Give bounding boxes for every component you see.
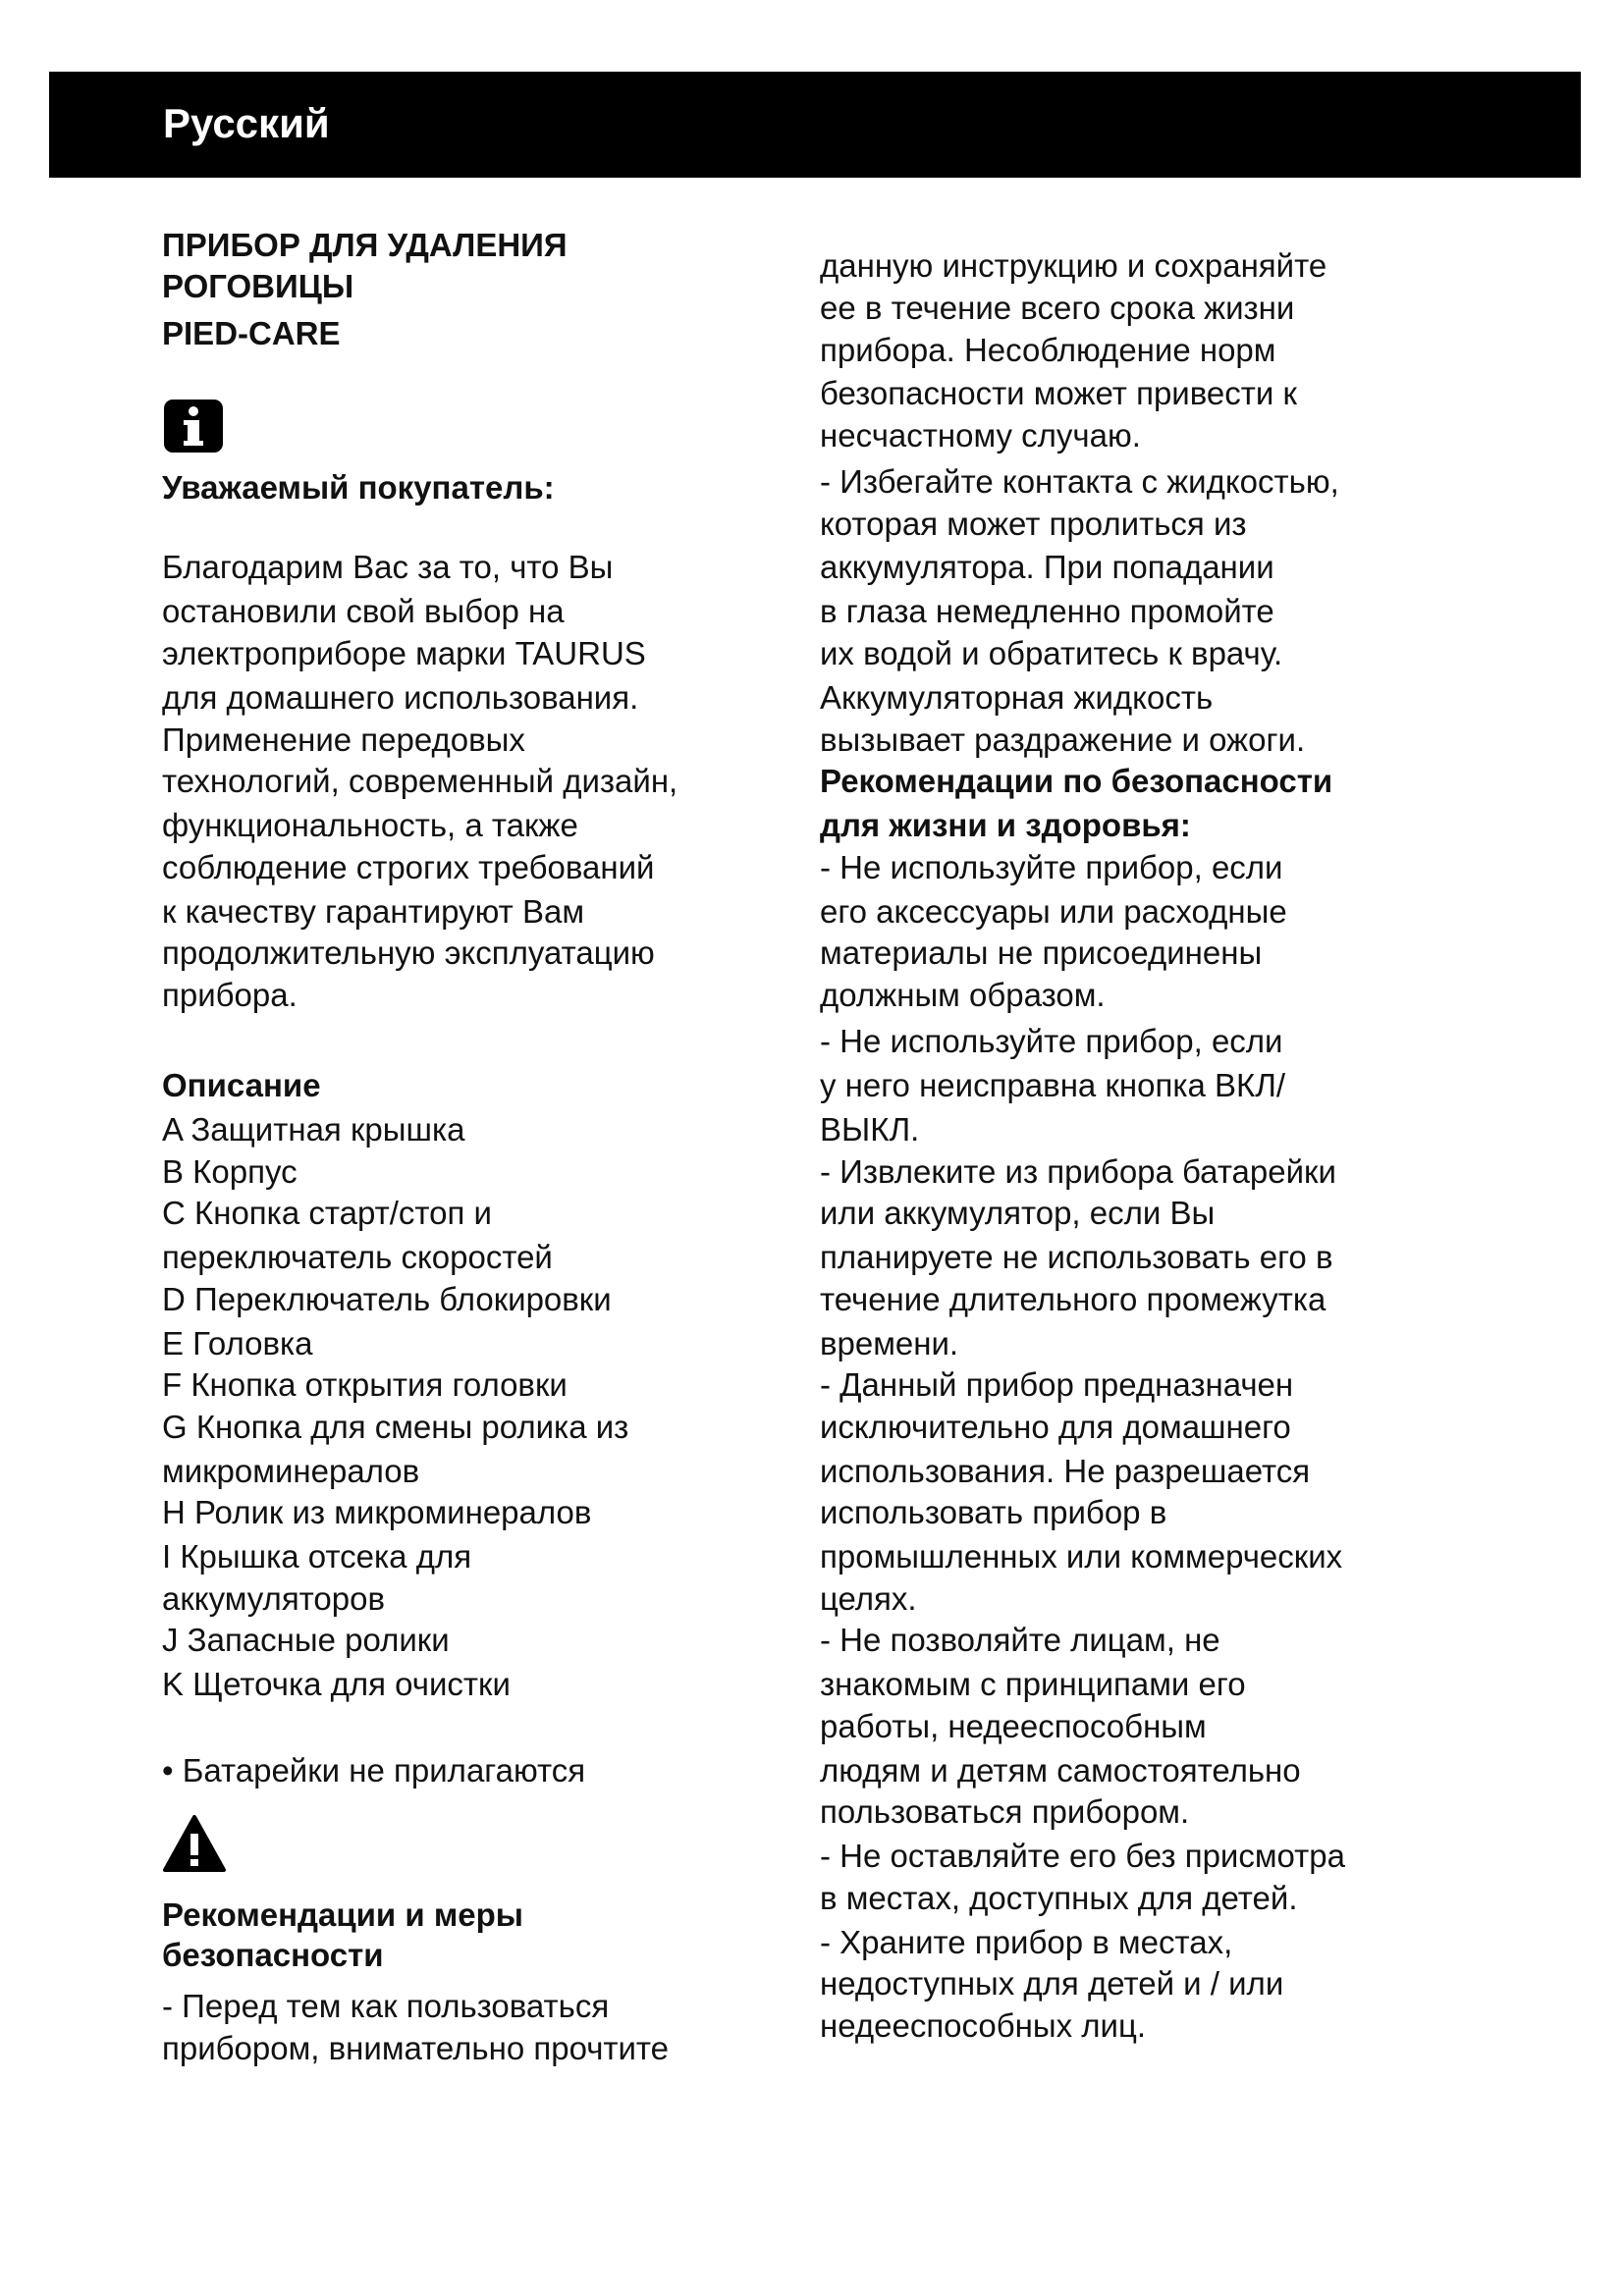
description-item: J Запасные ролики bbox=[162, 1622, 450, 1658]
intro-line: остановили свой выбор на bbox=[162, 593, 565, 629]
product-title-line: РОГОВИЦЫ bbox=[162, 268, 354, 304]
safety-text-line: планируете не использовать его в bbox=[820, 1239, 1333, 1275]
safety-text-line: исключительно для домашнего bbox=[820, 1409, 1291, 1445]
safety-heading: безопасности bbox=[162, 1937, 384, 1973]
health-safety-heading: для жизни и здоровья: bbox=[820, 807, 1191, 843]
safety-text-line: у него неисправна кнопка ВКЛ/ bbox=[820, 1067, 1286, 1103]
safety-text-line: Аккумуляторная жидкость bbox=[820, 679, 1214, 716]
intro-line: технологий, современный дизайн, bbox=[162, 763, 678, 799]
safety-text-line: - Данный прибор предназначен bbox=[820, 1366, 1294, 1403]
description-item: K Щеточка для очистки bbox=[162, 1666, 511, 1702]
description-item: G Кнопка для смены ролика из bbox=[162, 1409, 629, 1445]
safety-text-line: недоступных для детей и / или bbox=[820, 1965, 1284, 2002]
description-item: переключатель скоростей bbox=[162, 1239, 553, 1275]
safety-text-line: - Избегайте контакта с жидкостью, bbox=[820, 463, 1339, 500]
warning-icon bbox=[162, 1814, 227, 1878]
health-safety-heading: Рекомендации по безопасности bbox=[820, 763, 1333, 799]
product-title-line: ПРИБОР ДЛЯ УДАЛЕНИЯ bbox=[162, 227, 568, 263]
safety-text-line: времени. bbox=[820, 1325, 959, 1362]
safety-text-line: промышленных или коммерческих bbox=[820, 1538, 1343, 1575]
safety-heading: Рекомендации и меры bbox=[162, 1896, 523, 1933]
description-item: аккумуляторов bbox=[162, 1580, 386, 1617]
safety-text-line: ее в течение всего срока жизни bbox=[820, 290, 1295, 326]
safety-text-line: данную инструкцию и сохраняйте bbox=[820, 247, 1327, 284]
intro-line: для домашнего использования. bbox=[162, 679, 639, 716]
safety-text-line: - Не оставляйте его без присмотра bbox=[820, 1838, 1345, 1874]
description-item: C Кнопка старт/стоп и bbox=[162, 1195, 492, 1231]
safety-text-line: - Извлеките из прибора батарейки bbox=[820, 1153, 1336, 1190]
safety-text-line: несчастному случаю. bbox=[820, 417, 1141, 454]
description-item: A Защитная крышка bbox=[162, 1111, 465, 1148]
info-icon bbox=[162, 398, 225, 459]
safety-text-line: - Не используйте прибор, если bbox=[820, 849, 1283, 885]
description-item: B Корпус bbox=[162, 1153, 298, 1190]
safety-text-line: - Не позволяйте лицам, не bbox=[820, 1622, 1220, 1658]
safety-text-line: материалы не присоединены bbox=[820, 934, 1263, 971]
safety-text-line: которая может пролиться из bbox=[820, 506, 1247, 542]
intro-line: электроприборе марки TAURUS bbox=[162, 635, 646, 671]
language-title: Русский bbox=[163, 100, 330, 146]
intro-line: соблюдение строгих требований bbox=[162, 849, 655, 885]
safety-text-line: в местах, доступных для детей. bbox=[820, 1880, 1298, 1916]
safety-text-line: в глаза немедленно промойте bbox=[820, 593, 1274, 629]
safety-text-line: работы, недееспособным bbox=[820, 1708, 1207, 1744]
description-heading: Описание bbox=[162, 1067, 321, 1103]
safety-text-line: людям и детям самостоятельно bbox=[820, 1752, 1301, 1789]
safety-text-line: использовать прибор в bbox=[820, 1494, 1167, 1530]
safety-text-line: должным образом. bbox=[820, 977, 1106, 1013]
batteries-note: • Батарейки не прилагаются bbox=[162, 1752, 586, 1789]
safety-text-line: ВЫКЛ. bbox=[820, 1111, 920, 1148]
intro-line: Применение передовых bbox=[162, 721, 525, 758]
safety-text-line: их водой и обратитесь к врачу. bbox=[820, 635, 1283, 671]
description-item: микроминералов bbox=[162, 1453, 420, 1489]
safety-text-line: прибора. Несоблюдение норм bbox=[820, 332, 1276, 368]
safety-text-line: использования. Не разрешается bbox=[820, 1453, 1311, 1489]
description-item: I Крышка отсека для bbox=[162, 1538, 472, 1575]
intro-line: Благодарим Вас за то, что Вы bbox=[162, 549, 614, 585]
safety-text-line: знакомым с принципами его bbox=[820, 1666, 1246, 1702]
intro-line: к качеству гарантируют Вам bbox=[162, 893, 585, 930]
safety-text-line: или аккумулятор, если Вы bbox=[820, 1195, 1216, 1231]
safety-text-line: прибором, внимательно прочтите bbox=[162, 2030, 670, 2066]
intro-line: прибора. bbox=[162, 977, 298, 1013]
intro-line: продолжительную эксплуатацию bbox=[162, 934, 655, 971]
safety-text-line: - Не используйте прибор, если bbox=[820, 1023, 1283, 1059]
safety-text-line: - Храните прибор в местах, bbox=[820, 1924, 1233, 1960]
safety-text-line: недееспособных лиц. bbox=[820, 2007, 1147, 2044]
description-item: H Ролик из микроминералов bbox=[162, 1494, 592, 1530]
greeting-heading: Уважаемый покупатель: bbox=[162, 469, 555, 506]
description-item: F Кнопка открытия головки bbox=[162, 1366, 568, 1403]
safety-text-line: течение длительного промежутка bbox=[820, 1281, 1326, 1317]
product-title-line: PIED-CARE bbox=[162, 315, 341, 351]
description-item: E Головка bbox=[162, 1325, 313, 1362]
safety-text-line: целях. bbox=[820, 1580, 917, 1617]
safety-text-line: пользоваться прибором. bbox=[820, 1793, 1190, 1830]
safety-text-line: безопасности может привести к bbox=[820, 375, 1297, 411]
safety-text-line: аккумулятора. При попадании bbox=[820, 549, 1274, 585]
safety-text-line: - Перед тем как пользоваться bbox=[162, 1988, 610, 2024]
intro-line: функциональность, а также bbox=[162, 807, 578, 843]
language-header-bar bbox=[49, 72, 1581, 178]
description-item: D Переключатель блокировки bbox=[162, 1281, 612, 1317]
safety-text-line: вызывает раздражение и ожоги. bbox=[820, 721, 1306, 758]
safety-text-line: его аксессуары или расходные bbox=[820, 893, 1287, 930]
